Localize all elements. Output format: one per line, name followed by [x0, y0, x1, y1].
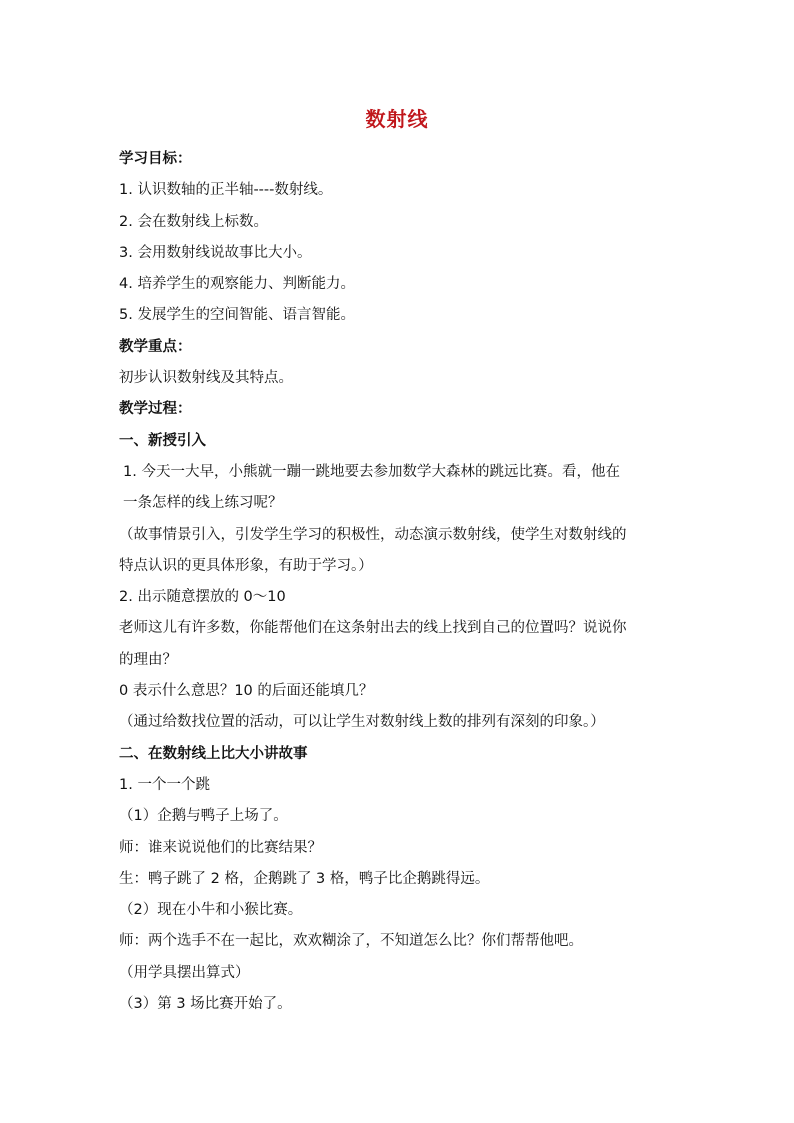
section-heading: 学习目标： — [119, 151, 192, 167]
text-line: （1）企鹅与鸭子上场了。 — [119, 808, 288, 825]
text-line: 4. 培养学生的观察能力、判断能力。 — [119, 276, 355, 293]
text-line: 老师这儿有许多数，你能帮他们在这条射出去的线上找到自己的位置吗？说说你 — [119, 620, 627, 637]
text-line: （2）现在小牛和小猴比赛。 — [119, 902, 303, 919]
text-line: 初步认识数射线及其特点。 — [119, 370, 293, 387]
text-line: 1. 一个一个跳 — [119, 776, 210, 793]
section-heading: 教学过程： — [119, 401, 192, 418]
text-line: 5. 发展学生的空间智能、语言智能。 — [119, 307, 355, 324]
text-line: 师：谁来说说他们的比赛结果？ — [119, 839, 322, 856]
text-line: （3）第 3 场比赛开始了。 — [119, 996, 292, 1013]
text-line: 0 表示什么意思？10 的后面还能填几？ — [119, 683, 374, 700]
section-heading: 一、新授引入 — [119, 432, 206, 449]
text-line: 1. 认识数轴的正半轴----数射线。 — [119, 182, 333, 199]
text-line: （通过给数找位置的活动，可以让学生对数射线上数的排列有深刻的印象。） — [119, 714, 605, 731]
text-line: （用学具摆出算式） — [119, 964, 250, 981]
text-line: 1. 今天一大早，小熊就一蹦一跳地要去参加数学大森林的跳远比赛。看，他在 — [123, 463, 620, 480]
text-line: 一条怎样的线上练习呢？ — [123, 495, 283, 512]
text-line: 生：鸭子跳了 2 格，企鹅跳了 3 格，鸭子比企鹅跳得远。 — [119, 870, 490, 887]
text-line: 师：两个选手不在一起比，欢欢糊涂了，不知道怎么比？你们帮帮他吧。 — [119, 933, 583, 950]
text-line: 2. 会在数射线上标数。 — [119, 213, 268, 230]
text-line: 3. 会用数射线说故事比大小。 — [119, 244, 312, 261]
section-heading: 教学重点： — [119, 338, 192, 355]
text-line: 特点认识的更具体形象，有助于学习。） — [119, 557, 373, 574]
text-line: （故事情景引入，引发学生学习的积极性，动态演示数射线，使学生对数射线的 — [119, 526, 627, 543]
text-line: 的理由？ — [119, 651, 177, 668]
document-title: 数射线 — [365, 107, 429, 131]
document-body — [119, 144, 679, 1020]
text-line: 2. 出示随意摆放的 0～10 — [119, 589, 286, 606]
section-heading: 二、在数射线上比大小讲故事 — [119, 745, 308, 762]
